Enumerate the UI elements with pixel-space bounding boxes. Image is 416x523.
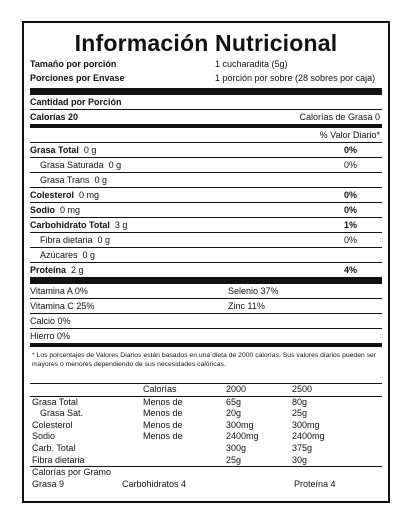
thick-divider — [30, 277, 382, 284]
dv-cell: Sodio — [32, 431, 56, 442]
daily-values-table — [30, 384, 382, 490]
nutrient-amount: 0 mg — [57, 205, 81, 215]
dv-cell: 300g — [226, 442, 247, 453]
dv-cell: 300mg — [226, 419, 254, 430]
servings-per-container-value: 1 porción por sobre (28 sobres por caja) — [215, 73, 376, 83]
nutrient-amount: 0 g — [95, 235, 111, 245]
servings-per-container-label: Porciones por Envase — [30, 73, 125, 83]
dv-row — [30, 443, 382, 455]
dv-cell: Grasa Total — [32, 396, 78, 407]
daily-value-header: % Valor Diario* — [319, 130, 380, 140]
calories-per-gram-row — [30, 466, 382, 479]
nutrient-name: Grasa Total — [30, 145, 79, 155]
calories-row — [30, 109, 382, 124]
dv-row — [30, 408, 382, 420]
calories-per-gram-label: Calorías por Gramo — [32, 467, 112, 478]
calories-from-fat: Calorías de Grasa 0 — [299, 112, 380, 122]
nutrient-row-total-fat — [30, 142, 382, 157]
nutrient-row-protein — [30, 262, 382, 277]
nutrient-name: Grasa Trans — [40, 175, 90, 185]
dv-cell: 2400mg — [226, 431, 259, 442]
amount-per-serving — [30, 95, 382, 109]
nutrient-pct: 1% — [344, 220, 358, 230]
nutrient-name: Sodio — [30, 205, 55, 215]
nutrient-row-trans-fat — [30, 172, 382, 187]
per-gram-protein: Proteína 4 — [294, 478, 336, 489]
nutrient-amount: 2 g — [68, 265, 84, 275]
serving-size-label: Tamaño por porción — [30, 59, 117, 69]
dv-row — [30, 396, 382, 409]
dv-cell: 300mg — [292, 419, 320, 430]
label-title: Información Nutricional — [74, 30, 338, 56]
thick-divider — [30, 88, 382, 95]
per-gram-carbs: Carbohidratos 4 — [122, 478, 187, 489]
per-gram-fat: Grasa 9 — [32, 478, 65, 489]
dv-cell: 25g — [292, 408, 308, 419]
nutrient-row-sugars — [30, 247, 382, 262]
serving-size-row — [30, 57, 382, 71]
nutrient-name: Proteína — [30, 265, 67, 275]
dv-cell: 30g — [292, 454, 308, 465]
dv-header-row — [30, 384, 382, 396]
nutrient-amount: 0 g — [106, 160, 122, 170]
dv-row — [30, 431, 382, 443]
calories-label: Calorías 20 — [30, 112, 79, 122]
dv-header-cell: Calorías — [143, 384, 177, 394]
nutrient-name: Fibra dietaria — [40, 235, 93, 245]
nutrient-amount: 3 g — [112, 220, 128, 230]
dv-cell: 375g — [292, 442, 313, 453]
nutrient-row-fiber — [30, 232, 382, 247]
vitamin-row — [30, 284, 382, 298]
dv-header-cell: 2000 — [226, 384, 247, 394]
nutrient-row-total-carbs — [30, 217, 382, 232]
dv-cell: 25g — [226, 454, 242, 465]
nutrient-pct: 0% — [344, 235, 358, 245]
nutrient-name: Colesterol — [30, 190, 75, 200]
dv-cell: Menos de — [143, 396, 183, 407]
nutrient-name: Azúcares — [40, 250, 78, 260]
nutrient-row-saturated-fat — [30, 157, 382, 172]
nutrient-pct: 0% — [344, 160, 358, 170]
vitamin-item: Vitamina C 25% — [30, 301, 95, 311]
amount-per-serving-text: Cantidad por Porción — [30, 97, 122, 107]
dv-cell: Menos de — [143, 431, 183, 442]
vitamin-item: Calcio 0% — [30, 316, 71, 326]
nutrient-amount: 0 g — [80, 250, 96, 260]
dv-cell: Menos de — [143, 408, 183, 419]
nutrient-pct: 4% — [344, 265, 358, 275]
dv-cell: 20g — [226, 408, 242, 419]
vitamin-item: Hierro 0% — [30, 331, 71, 341]
per-gram-values-row — [30, 479, 382, 491]
nutrient-pct: 0% — [344, 145, 358, 155]
vitamin-row — [30, 328, 382, 343]
dv-cell: 65g — [226, 396, 242, 407]
nutrient-row-sodium — [30, 202, 382, 217]
nutrient-row-cholesterol — [30, 187, 382, 202]
vitamin-row — [30, 313, 382, 328]
dv-cell: 80g — [292, 396, 308, 407]
dv-row — [30, 420, 382, 432]
vitamin-row — [30, 298, 382, 313]
dv-cell: 2400mg — [292, 431, 325, 442]
footnote: * Los porcentajes de Valores Diarios están basados en una dieta de 2000 calorías. Sus valores diarios pueden ser mayores o menores dependiendo de sus necesidades calóricas. — [32, 352, 377, 368]
nutrient-amount: 0 mg — [76, 190, 100, 200]
dv-cell: Grasa Sat. — [40, 408, 84, 419]
dv-cell: Colesterol — [32, 419, 73, 430]
dv-header-cell: 2500 — [292, 384, 313, 394]
vitamin-item: Selenio 37% — [228, 286, 279, 296]
nutrient-name: Grasa Saturada — [40, 160, 104, 170]
dv-cell: Menos de — [143, 419, 183, 430]
nutrient-amount: 0 g — [92, 175, 108, 185]
vitamin-item: Vitamina A 0% — [30, 286, 88, 296]
daily-value-header-row — [30, 128, 382, 142]
nutrition-facts-label — [22, 21, 390, 503]
nutrient-amount: 0 g — [81, 145, 97, 155]
vitamin-item: Zinc 11% — [228, 301, 265, 311]
dv-row — [30, 455, 382, 467]
nutrient-pct: 0% — [344, 205, 358, 215]
nutrient-name: Carbohidrato Total — [30, 220, 110, 230]
nutrient-pct: 0% — [344, 190, 358, 200]
serving-size-value: 1 cucharadita (5g) — [215, 59, 288, 69]
servings-per-container-row — [30, 71, 382, 85]
dv-cell: Carb. Total — [32, 442, 76, 453]
dv-cell: Fibra dietaria — [32, 454, 85, 465]
